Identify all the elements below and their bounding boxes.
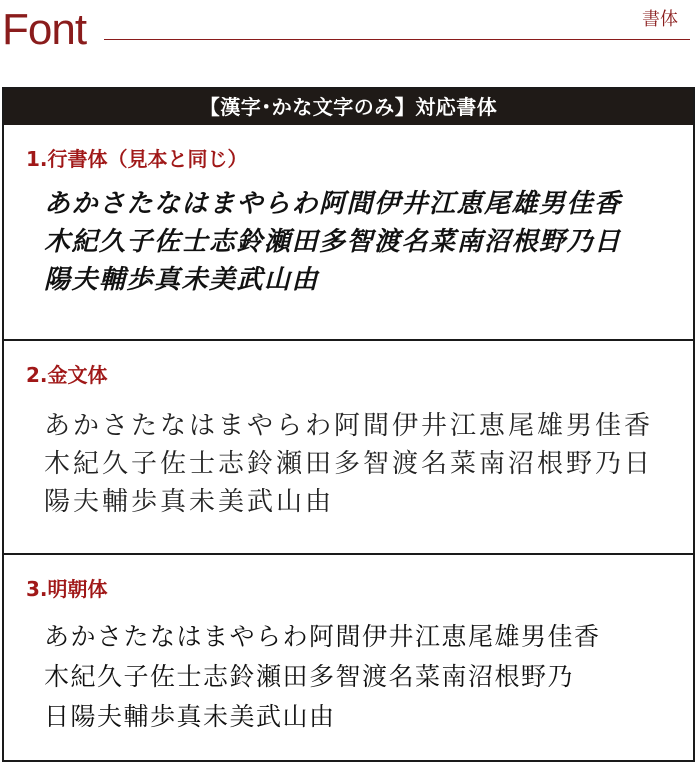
font-section-kinbun (4, 339, 693, 553)
panel-title-bar: 【漢字･かな文字のみ】対応書体 (4, 89, 693, 125)
font-sample-text: あかさたなはまやらわ阿間伊井江恵尾雄男佳香 木紀久子佐士志鈴瀬田多智渡名菜南沼根野乃 日陽夫輔歩真未美武山由 (44, 622, 601, 731)
font-section-mincho (4, 553, 693, 760)
page-title: Font (2, 5, 87, 54)
font-section-gyosho (4, 125, 693, 339)
section-heading: 1.行書体（見本と同じ） (26, 147, 248, 171)
page-subtitle: 書体 (642, 9, 678, 30)
header-divider (104, 39, 690, 40)
font-sample-text: あかさたなはまやらわ阿間伊井江恵尾雄男佳香 木紀久子佐士志鈴瀬田多智渡名菜南沼根野乃日 陽夫輔歩真未美武山由 (44, 189, 622, 295)
page-header (0, 0, 700, 70)
section-heading: 2.金文体 (26, 363, 108, 387)
font-sample-text: あかさたなはまやらわ阿間伊井江恵尾雄男佳香 木紀久子佐士志鈴瀬田多智渡名菜南沼根野乃日 陽夫輔歩真未美武山由 (44, 411, 654, 517)
font-samples-panel (2, 87, 695, 762)
section-heading: 3.明朝体 (26, 577, 108, 601)
